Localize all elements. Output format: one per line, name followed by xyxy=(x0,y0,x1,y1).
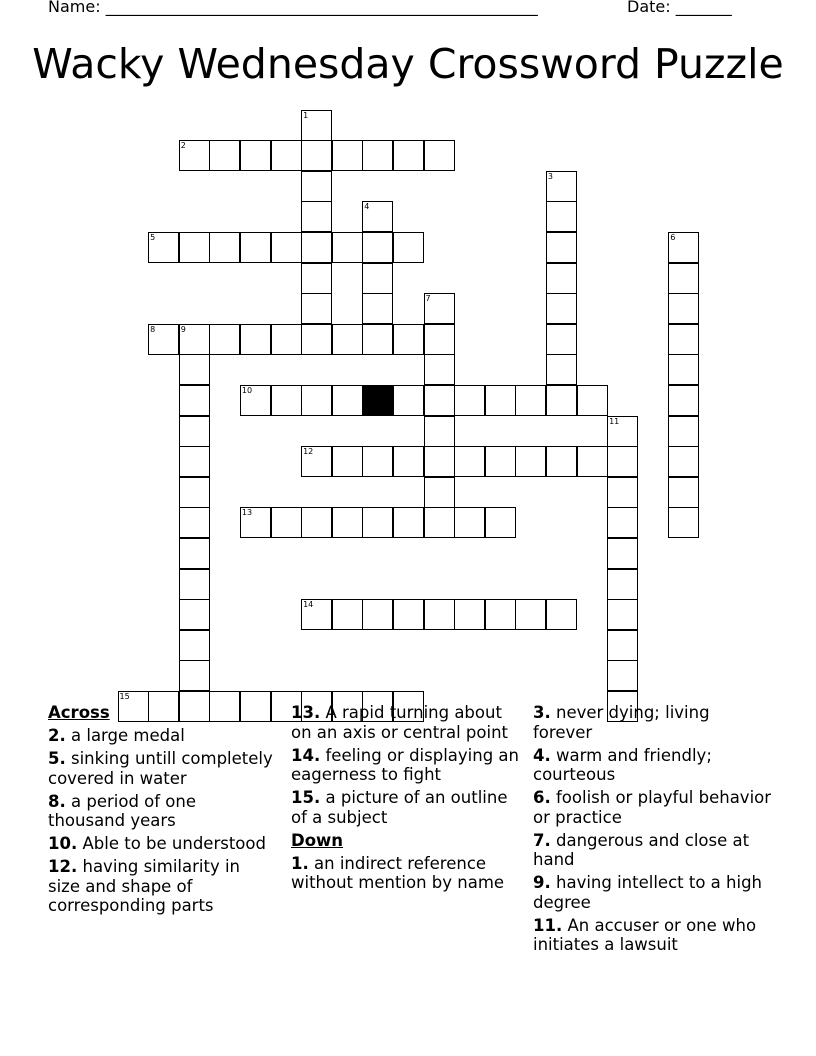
grid-cell[interactable] xyxy=(424,293,455,324)
grid-cell[interactable] xyxy=(179,324,210,355)
grid-cell[interactable] xyxy=(485,385,516,416)
grid-cell[interactable] xyxy=(424,354,455,385)
clue-number: 11. xyxy=(533,915,563,935)
grid-cell[interactable] xyxy=(271,324,302,355)
clue-number: 8. xyxy=(48,791,66,811)
grid-cell[interactable] xyxy=(607,477,638,508)
name-line[interactable]: ______________________________________________________ xyxy=(105,0,538,16)
clue-number-label: 11 xyxy=(609,416,620,426)
grid-cell[interactable] xyxy=(515,385,546,416)
grid-cell[interactable] xyxy=(546,354,577,385)
clue-text: Able to be understood xyxy=(82,834,266,853)
grid-cell[interactable] xyxy=(332,385,363,416)
grid-cell[interactable] xyxy=(546,201,577,232)
grid-cell[interactable] xyxy=(362,507,393,538)
grid-cell[interactable] xyxy=(485,507,516,538)
grid-cell[interactable] xyxy=(179,569,210,600)
grid-cell[interactable] xyxy=(546,232,577,263)
clue-text: An accuser or one who initiates a lawsuit xyxy=(533,915,757,954)
grid-cell[interactable] xyxy=(240,140,271,171)
grid-cell[interactable] xyxy=(271,232,302,263)
grid-cell[interactable] xyxy=(546,324,577,355)
grid-cell[interactable] xyxy=(607,538,638,569)
grid-cell[interactable] xyxy=(301,140,332,171)
grid-cell[interactable] xyxy=(424,446,455,477)
clue-number-label: 2 xyxy=(180,141,186,151)
grid-cell[interactable] xyxy=(301,171,332,202)
clue-number-label: 1 xyxy=(303,110,309,120)
grid-cell[interactable] xyxy=(668,446,699,477)
grid-cell[interactable] xyxy=(668,416,699,447)
clue-text: foolish or playful behavior or practice xyxy=(533,788,772,827)
grid-cell[interactable] xyxy=(393,599,424,630)
grid-cell[interactable] xyxy=(424,140,455,171)
clue-text: having similarity in size and shape of corresponding parts xyxy=(48,857,240,915)
grid-cell[interactable] xyxy=(301,324,332,355)
clue-number: 3. xyxy=(533,703,551,722)
down-clue xyxy=(533,873,773,912)
grid-cell[interactable] xyxy=(332,324,363,355)
grid-cell[interactable] xyxy=(424,599,455,630)
grid-cell[interactable] xyxy=(424,416,455,447)
down-clue xyxy=(533,703,773,742)
grid-cell[interactable] xyxy=(179,232,210,263)
grid-cell[interactable] xyxy=(607,660,638,691)
clue-number: 5. xyxy=(48,749,66,768)
grid-cell[interactable] xyxy=(332,232,363,263)
grid-cell[interactable] xyxy=(240,324,271,355)
grid-cell[interactable] xyxy=(577,385,608,416)
grid-cell[interactable] xyxy=(271,385,302,416)
grid-cell[interactable] xyxy=(393,324,424,355)
clue-number-label: 4 xyxy=(364,202,370,212)
clue-number-label: 15 xyxy=(119,691,130,701)
grid-cell[interactable] xyxy=(240,385,271,416)
clue-text: having intellect to a high degree xyxy=(533,873,763,912)
down-clue xyxy=(533,788,773,827)
grid-cell[interactable] xyxy=(424,477,455,508)
grid-cell[interactable] xyxy=(301,110,332,141)
grid-cell[interactable] xyxy=(332,599,363,630)
grid-cell[interactable] xyxy=(668,263,699,294)
clue-number: 14. xyxy=(291,745,321,765)
grid-cell[interactable] xyxy=(454,599,485,630)
clue-text: never dying; living forever xyxy=(533,703,710,742)
grid-cell[interactable] xyxy=(515,446,546,477)
grid-cell[interactable] xyxy=(301,385,332,416)
grid-cell[interactable] xyxy=(485,599,516,630)
across-clue xyxy=(48,749,273,788)
date-label: Date: xyxy=(627,0,676,16)
grid-cell[interactable] xyxy=(240,232,271,263)
grid-cell[interactable] xyxy=(301,599,332,630)
clue-text: a large medal xyxy=(71,726,185,745)
clue-text: feeling or displaying an eagerness to fight xyxy=(291,745,519,784)
grid-cell[interactable] xyxy=(301,201,332,232)
grid-cell[interactable] xyxy=(332,507,363,538)
grid-cell[interactable] xyxy=(209,232,240,263)
grid-cell[interactable] xyxy=(577,446,608,477)
across-clue xyxy=(48,792,273,831)
grid-cell[interactable] xyxy=(301,446,332,477)
clue-number-label: 7 xyxy=(425,294,431,304)
grid-cell[interactable] xyxy=(301,263,332,294)
across-clue xyxy=(291,788,519,827)
page-title: Wacky Wednesday Crossword Puzzle xyxy=(32,40,784,88)
grid-cell[interactable] xyxy=(607,630,638,661)
grid-cell[interactable] xyxy=(393,507,424,538)
grid-cell[interactable] xyxy=(362,324,393,355)
grid-cell[interactable] xyxy=(362,140,393,171)
grid-cell[interactable] xyxy=(362,232,393,263)
grid-cell[interactable] xyxy=(393,446,424,477)
grid-cell[interactable] xyxy=(362,201,393,232)
grid-cell[interactable] xyxy=(546,385,577,416)
clue-text: an indirect reference without mention by name xyxy=(291,853,505,892)
clue-column-3 xyxy=(533,703,773,955)
clue-number-label: 13 xyxy=(241,508,253,518)
grid-cell[interactable] xyxy=(424,507,455,538)
down-clue xyxy=(533,831,773,870)
down-heading: Down xyxy=(291,830,344,850)
grid-cell[interactable] xyxy=(148,232,179,263)
grid-cell[interactable] xyxy=(454,446,485,477)
grid-cell[interactable] xyxy=(240,507,271,538)
grid-cell[interactable] xyxy=(179,630,210,661)
clue-number: 2. xyxy=(48,726,66,745)
grid-cell[interactable] xyxy=(179,446,210,477)
clue-number-label: 10 xyxy=(241,385,253,395)
grid-cell[interactable] xyxy=(424,324,455,355)
clue-text: A rapid turning about on an axis or central point xyxy=(291,703,508,742)
clue-number: 10. xyxy=(48,834,78,853)
clue-text: a picture of an outline of a subject xyxy=(291,788,508,827)
grid-cell[interactable] xyxy=(332,140,363,171)
grid-cell[interactable] xyxy=(546,293,577,324)
clue-number: 4. xyxy=(533,745,551,765)
grid-cell[interactable] xyxy=(607,599,638,630)
grid-cell[interactable] xyxy=(179,599,210,630)
grid-cell[interactable] xyxy=(179,477,210,508)
grid-cell[interactable] xyxy=(668,507,699,538)
grid-cell[interactable] xyxy=(607,569,638,600)
clue-text: warm and friendly; courteous xyxy=(533,745,712,784)
clue-number-label: 3 xyxy=(547,171,553,181)
grid-cell[interactable] xyxy=(179,140,210,171)
grid-cell[interactable] xyxy=(362,446,393,477)
clue-number-label: 12 xyxy=(303,447,314,457)
grid-cell[interactable] xyxy=(454,385,485,416)
grid-cell[interactable] xyxy=(271,507,302,538)
grid-cell[interactable] xyxy=(546,599,577,630)
grid-cell[interactable] xyxy=(485,446,516,477)
across-clue xyxy=(48,726,273,746)
grid-cell[interactable] xyxy=(362,293,393,324)
clue-number-label: 5 xyxy=(150,232,156,242)
down-clue xyxy=(291,854,519,893)
grid-cell[interactable] xyxy=(393,385,424,416)
grid-cell[interactable] xyxy=(668,293,699,324)
clue-number: 6. xyxy=(533,788,551,807)
grid-cell[interactable] xyxy=(424,385,455,416)
across-clue xyxy=(48,834,273,854)
grid-cell[interactable] xyxy=(393,232,424,263)
clue-text: dangerous and close at hand xyxy=(533,830,750,869)
across-clue xyxy=(291,746,519,785)
grid-cell[interactable] xyxy=(209,140,240,171)
clue-number: 13. xyxy=(291,703,321,722)
grid-cell[interactable] xyxy=(607,507,638,538)
clue-number-label: 9 xyxy=(180,324,186,334)
clue-number: 1. xyxy=(291,853,309,873)
grid-cell[interactable] xyxy=(362,263,393,294)
black-square xyxy=(362,385,393,416)
grid-cell[interactable] xyxy=(301,293,332,324)
grid-cell[interactable] xyxy=(179,354,210,385)
grid-cell[interactable] xyxy=(668,477,699,508)
grid-cell[interactable] xyxy=(668,324,699,355)
grid-cell[interactable] xyxy=(546,263,577,294)
name-label: Name: xyxy=(48,0,106,16)
down-clue xyxy=(533,916,773,955)
grid-cell[interactable] xyxy=(546,446,577,477)
grid-cell[interactable] xyxy=(179,416,210,447)
clue-text: a period of one thousand years xyxy=(48,791,197,830)
grid-cell[interactable] xyxy=(301,507,332,538)
grid-cell[interactable] xyxy=(454,507,485,538)
grid-cell[interactable] xyxy=(301,232,332,263)
clue-text: sinking untill completely covered in water xyxy=(48,749,273,788)
clue-number-label: 6 xyxy=(670,232,676,242)
grid-cell[interactable] xyxy=(607,446,638,477)
grid-cell[interactable] xyxy=(546,171,577,202)
clue-number: 9. xyxy=(533,873,551,892)
grid-cell[interactable] xyxy=(668,232,699,263)
grid-cell[interactable] xyxy=(607,416,638,447)
grid-cell[interactable] xyxy=(393,140,424,171)
grid-cell[interactable] xyxy=(668,354,699,385)
across-clue xyxy=(291,703,519,742)
grid-cell[interactable] xyxy=(332,446,363,477)
clue-column-2 xyxy=(291,703,519,893)
grid-cell[interactable] xyxy=(515,599,546,630)
clue-number-label: 14 xyxy=(303,600,314,610)
grid-cell[interactable] xyxy=(271,140,302,171)
clue-number: 12. xyxy=(48,857,78,876)
date-line[interactable]: _______ xyxy=(675,0,732,16)
grid-cell[interactable] xyxy=(179,507,210,538)
clue-number: 7. xyxy=(533,830,551,850)
grid-cell[interactable] xyxy=(209,324,240,355)
grid-cell[interactable] xyxy=(362,599,393,630)
clue-column-1 xyxy=(48,703,273,916)
grid-cell[interactable] xyxy=(668,385,699,416)
grid-cell[interactable] xyxy=(179,660,210,691)
grid-cell[interactable] xyxy=(179,538,210,569)
across-heading: Across xyxy=(48,703,110,722)
clue-number-label: 8 xyxy=(150,324,156,334)
clue-number: 15. xyxy=(291,788,321,807)
grid-cell[interactable] xyxy=(179,385,210,416)
down-clue xyxy=(533,746,773,785)
across-clue xyxy=(48,857,273,916)
grid-cell[interactable] xyxy=(148,324,179,355)
